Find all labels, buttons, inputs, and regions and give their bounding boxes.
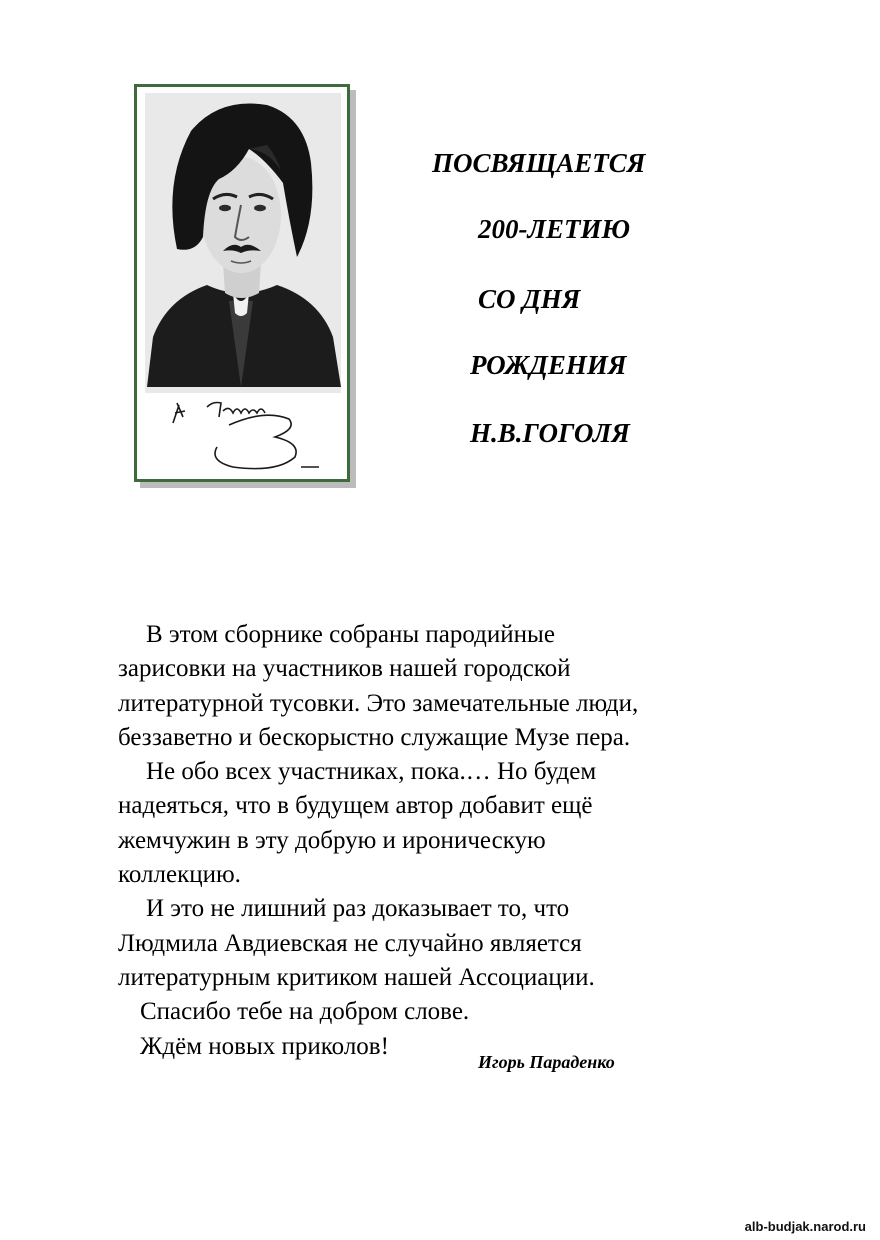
body-line: Не обо всех участниках, пока.… Но будем <box>146 758 597 786</box>
dedication-line: РОЖДЕНИЯ <box>470 350 627 380</box>
body-line: И это не лишний раз доказывает то, что <box>146 895 570 923</box>
body-line: беззаветно и бескорыстно служащие Музе пера. <box>118 723 631 751</box>
portrait-frame <box>134 84 350 482</box>
dedication-block <box>0 0 880 480</box>
body-line: зарисовки на участников нашей городской <box>118 655 571 683</box>
site-watermark: alb-budjak.narod.ru <box>744 1219 866 1234</box>
body-line: литературным критиком нашей Ассоциации. <box>118 963 595 991</box>
body-line: литературной тусовки. Это замечательные люди, <box>118 689 639 717</box>
dedication-line: ПОСВЯЩАЕТСЯ <box>432 148 646 178</box>
body-text <box>118 618 778 1064</box>
gogol-portrait-image <box>137 87 347 479</box>
body-line: Спасибо тебе на добром слове. <box>140 998 470 1026</box>
body-line: Ждём новых приколов! <box>140 1032 389 1060</box>
body-line: надеяться, что в будущем автор добавит ещё <box>118 792 593 820</box>
dedication-line: СО ДНЯ <box>478 284 581 314</box>
body-line: коллекцию. <box>118 861 241 889</box>
body-line: жемчужин в эту добрую и ироническую <box>118 826 546 854</box>
body-line: В этом сборнике собраны пародийные <box>146 621 555 648</box>
dedication-line: 200-ЛЕТИЮ <box>478 214 631 244</box>
dedication-line: Н.В.ГОГОЛЯ <box>470 418 630 448</box>
author-signature: Игорь Параденко <box>478 1052 615 1072</box>
body-line: Людмила Авдиевская не случайно является <box>118 929 582 957</box>
